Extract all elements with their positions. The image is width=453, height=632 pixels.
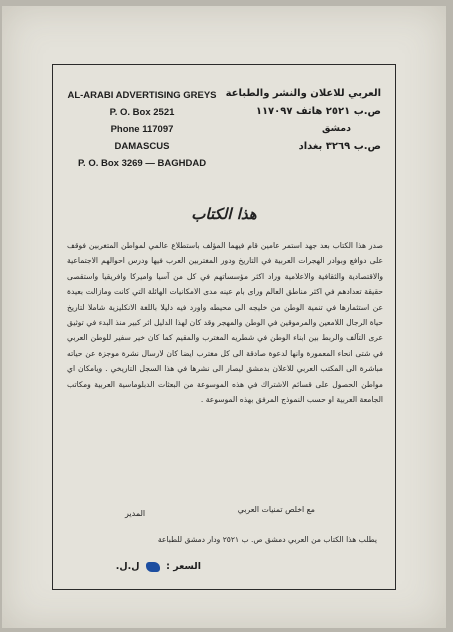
price-line: [116, 561, 201, 572]
body-paragraph: صدر هذا الكتاب بعد جهد استمر عامين قام فيهما المؤلف باستطلاع عالمي لمواطن المتغربين فوقف على دوافع وبوادر الهجرات العربية في التاريخ ودور المغتربين العرب فيها ودرس احوالهم الاجتماعية والاقتصادية والثقافية والاعلامية وراد اكثر مؤسساتهم في كل من آسيا واميركا وافريقيا واستقصى حقيقة تعدادهم في اكثر مناطق العالم وراى بام عينه مدى الامكانيات الهائلة التي كانت ومازالت بعيدة عن استثمارها في تنمية الوطن من خليجه الى محيطه واورد فيه دليلا باللغة الانكليزية شاملا لتاريخ حياة الرجال اللامعين والمرموقين في الوطن والمهجر وقد كان لهذا الدليل اثر كبير منذ البدء في توثيق عرى التآلف والربط بين ابناء الوطن في شطريه المغترب والمقيم كما كان خير سفير للوطن العربي في شتى انحاء المعمورة وانها لدعوة صادقة الى كل مغترب ايضا كان لارسال نشرة موجزة عن حياته مباشرة الى المكتب العربي للاعلان بدمشق ليصار الى نشرها في هذا السجل التاريخي . ويامكان اي مواطن الحصول على قسائم الاشتراك في هذه الموسوعة من البعثات الدبلوماسية العربية ومكاتب الجامعة العربية او حسب النموذج المرفق بهذه الموسوعة .: [67, 241, 383, 405]
price-currency: ل.ل.: [115, 561, 140, 572]
city-en: DAMASCUS: [114, 141, 170, 152]
price-stamp-icon: [146, 562, 160, 572]
director-signature: المدير: [125, 509, 146, 518]
publisher-name-en: AL-ARABI ADVERTISING GREYS: [67, 90, 217, 101]
book-page: [2, 6, 446, 628]
city-ar: دمشق: [322, 123, 351, 134]
section-title: هذا الكتاب: [191, 205, 257, 223]
greeting-line: مع اخلص تمنيات العربي: [237, 505, 315, 514]
baghdad-pobox-ar: ص.ب ٣٢٦٩ بغداد: [298, 140, 381, 152]
phone-en: Phone 117097: [110, 124, 174, 135]
publisher-english-block: [67, 87, 217, 172]
order-info-line: يطلب هذا الكتاب من العربي دمشق ص. ب ٢٥٢١ ودار دمشق للطباعة: [157, 535, 377, 544]
publisher-name-ar: العربي للاعلان والنشر والطباعة: [225, 88, 381, 99]
baghdad-pobox-en: P. O. Box 3269 — BAGHDAD: [77, 158, 207, 169]
price-label: السعر :: [166, 561, 201, 572]
publisher-arabic-block: [211, 85, 381, 155]
pobox-en: P. O. Box 2521: [109, 107, 175, 118]
pobox-ar: ص.ب ٢٥٢١ هاتف ١١٧٠٩٧: [255, 105, 381, 117]
bordered-frame: [52, 64, 396, 590]
